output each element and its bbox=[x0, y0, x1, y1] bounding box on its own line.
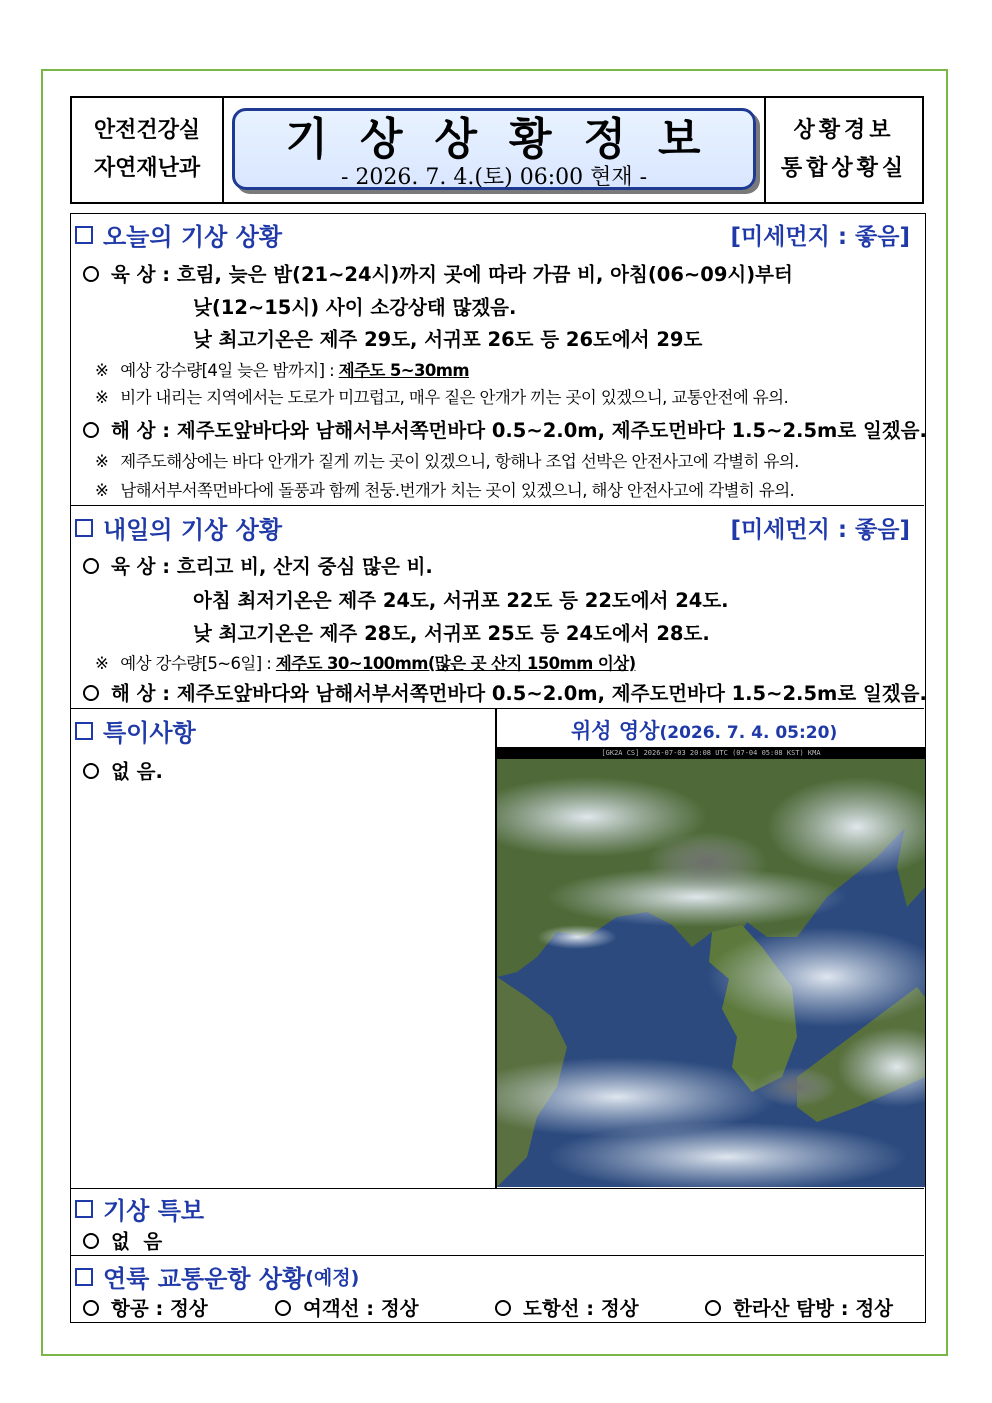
tomorrow-dust: [미세먼지 : 좋음] bbox=[730, 517, 910, 543]
reference-mark-icon: ※ bbox=[95, 388, 109, 407]
department-line-1: 안전건강실 bbox=[93, 118, 201, 143]
circle-icon bbox=[83, 422, 99, 438]
reference-mark-icon: ※ bbox=[95, 452, 109, 471]
tomorrow-land-line-1: 육 상 : 흐리고 비, 산지 중심 많은 비. bbox=[83, 551, 433, 579]
circle-icon bbox=[83, 558, 99, 574]
warning-section bbox=[71, 1189, 924, 1256]
traffic-item-air: 항공 : 정상 bbox=[83, 1293, 208, 1321]
square-icon bbox=[75, 1200, 93, 1218]
circle-icon bbox=[83, 266, 99, 282]
tomorrow-section bbox=[71, 507, 927, 709]
today-land-line-3: 낮 최고기온은 제주 29도, 서귀포 26도 등 26도에서 29도 bbox=[193, 328, 703, 351]
today-sea-note-2: ※ 남해서부서쪽먼바다에 돌풍과 함께 천둥.번개가 치는 곳이 있겠으니, 해상 안전사고에 각별히 유의. bbox=[95, 481, 795, 500]
special-heading: 특이사항 bbox=[75, 713, 196, 748]
department-block bbox=[72, 98, 224, 202]
circle-icon bbox=[83, 685, 99, 701]
square-icon bbox=[75, 722, 93, 740]
circle-icon bbox=[275, 1300, 291, 1316]
warning-item: 없 음 bbox=[83, 1226, 162, 1254]
traffic-item-island-ferry: 도항선 : 정상 bbox=[495, 1293, 639, 1321]
office-block bbox=[764, 98, 922, 202]
today-land-line-2: 낮(12~15시) 사이 소강상태 많겠음. bbox=[193, 296, 517, 319]
reference-mark-icon: ※ bbox=[95, 654, 109, 673]
circle-icon bbox=[495, 1300, 511, 1316]
square-icon bbox=[75, 519, 93, 537]
page-title: 기상상황정보 bbox=[285, 114, 733, 165]
today-road-note: ※ 비가 내리는 지역에서는 도로가 미끄럽고, 매우 짙은 안개가 끼는 곳이 있겠으니, 교통안전에 유의. bbox=[95, 388, 789, 407]
circle-icon bbox=[705, 1300, 721, 1316]
today-heading: 오늘의 기상 상황 bbox=[75, 217, 282, 252]
satellite-image bbox=[497, 747, 925, 1187]
office-line-2: 통합상황실 bbox=[780, 156, 908, 181]
title-box bbox=[232, 108, 756, 190]
tomorrow-sea-line: 해 상 : 제주도앞바다와 남해서부서쪽먼바다 0.5~2.0m, 제주도먼바다 1.5~2.5m로 일겠음. bbox=[83, 678, 927, 706]
square-icon bbox=[75, 1268, 93, 1286]
traffic-section bbox=[71, 1257, 924, 1321]
circle-icon bbox=[83, 763, 99, 779]
traffic-heading: 연륙 교통운항 상황 (예정) bbox=[75, 1259, 359, 1294]
special-item: 없 음. bbox=[83, 756, 163, 784]
traffic-item-ferry: 여객선 : 정상 bbox=[275, 1293, 419, 1321]
tomorrow-rain-note: ※ 예상 강수량[5~6일] : 제주도 30~100mm(많은 곳 산지 150mm 이상) bbox=[95, 654, 636, 673]
square-icon bbox=[75, 226, 93, 244]
today-land-line-1: 육 상 : 흐림, 늦은 밤(21~24시)까지 곳에 따라 가끔 비, 아침(06~09시)부터 bbox=[83, 259, 793, 287]
reference-mark-icon: ※ bbox=[95, 481, 109, 500]
warning-heading: 기상 특보 bbox=[75, 1191, 204, 1226]
tomorrow-heading: 내일의 기상 상황 bbox=[75, 510, 282, 545]
satellite-title: 위성 영상(2026. 7. 4. 05:20) bbox=[571, 719, 838, 743]
circle-icon bbox=[83, 1300, 99, 1316]
tomorrow-land-line-3: 낮 최고기온은 제주 28도, 서귀포 25도 등 24도에서 28도. bbox=[193, 622, 710, 645]
traffic-item-hallasan: 한라산 탐방 : 정상 bbox=[705, 1293, 893, 1321]
reference-mark-icon: ※ bbox=[95, 361, 109, 380]
circle-icon bbox=[83, 1233, 99, 1249]
today-sea-line: 해 상 : 제주도앞바다와 남해서부서쪽먼바다 0.5~2.0m, 제주도먼바다 1.5~2.5m로 일겠음. bbox=[83, 415, 927, 443]
today-rain-note: ※ 예상 강수량[4일 늦은 밤까지] : 제주도 5~30mm bbox=[95, 361, 469, 380]
today-dust: [미세먼지 : 좋음] bbox=[730, 224, 910, 250]
satellite-map bbox=[497, 747, 925, 1187]
report-datetime: - 2026. 7. 4.(토) 06:00 현재 - bbox=[340, 165, 648, 190]
tomorrow-land-line-2: 아침 최저기온은 제주 24도, 서귀포 22도 등 22도에서 24도. bbox=[193, 589, 729, 612]
satellite-caption: [GK2A CS] 2026-07-03 20:08 UTC (07-04 05:08 KST) KMA bbox=[497, 747, 925, 759]
today-section bbox=[71, 214, 927, 506]
department-line-2: 자연재난과 bbox=[93, 156, 201, 181]
report-header bbox=[70, 96, 924, 204]
content-table bbox=[70, 213, 926, 1323]
office-line-1: 상황경보 bbox=[793, 118, 895, 143]
today-sea-note-1: ※ 제주도해상에는 바다 안개가 짙게 끼는 곳이 있겠으니, 항해나 조업 선박은 안전사고에 각별히 유의. bbox=[95, 452, 799, 471]
